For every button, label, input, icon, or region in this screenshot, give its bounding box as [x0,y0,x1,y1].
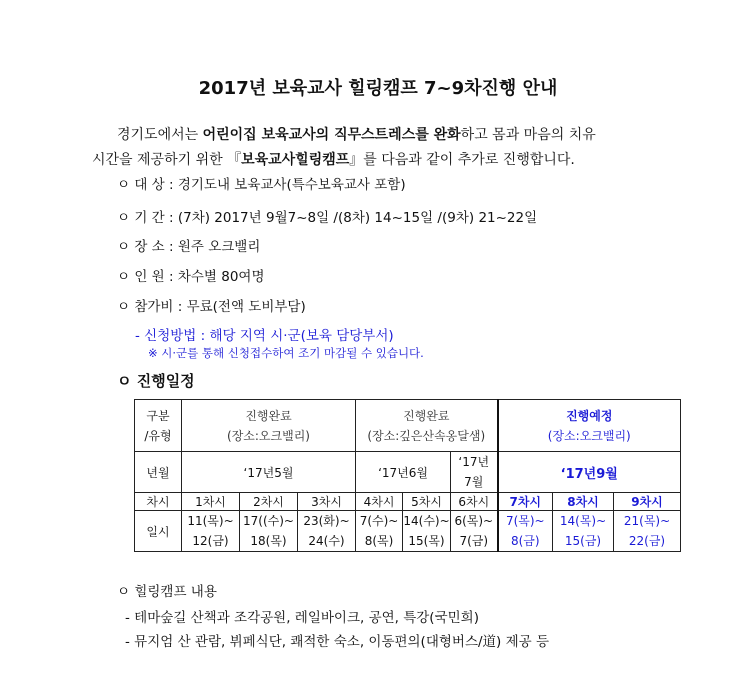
month-label-cell: 년월 [135,452,182,493]
date-cell [614,511,681,552]
group-place: (장소:오크밸리) [547,428,631,443]
intro-text: 』를 다음과 같이 추가로 진행합니다. [349,152,575,168]
date-start: 23(화)~ [303,514,350,528]
group2-header [356,400,498,452]
info-headcount: ㅇ 인 원 : 차수별 80여명 [117,269,265,285]
month-cell: ‘17년6월 [356,452,451,493]
date-cell [240,511,298,552]
date-cell [553,511,614,552]
round-cell: 3차시 [298,493,356,511]
info-location: ㅇ 장 소 : 원주 오크밸리 [117,239,261,255]
date-end: 8(목) [364,534,394,548]
date-end: 24(수) [308,534,345,548]
date-label-cell: 일시 [135,511,182,552]
intro-emphasis: 보육교사힐링캠프 [241,152,350,168]
page-title: 2017년 보육교사 힐링캠프 7~9차진행 안내 [198,78,558,99]
intro-text: 시간을 제공하기 위한 『 [92,152,242,168]
group-place: (장소:오크밸리) [227,428,310,443]
date-end: 7(금) [459,534,489,548]
date-end: 18(목) [250,534,287,548]
camp-heading: ㅇ 힐링캠프 내용 [117,584,217,600]
info-period: ㅇ 기 간 : (7차) 2017년 9월7~8일 /(8차) 14~15일 /(9차) 21~22일 [117,210,538,226]
date-end: 15(목) [408,534,445,548]
round-cell: 6차시 [451,493,498,511]
intro-emphasis: 어린이집 보육교사의 직무스트레스를 완화 [202,127,461,143]
group1-header [182,400,356,452]
date-start: 7(목)~ [505,514,545,528]
month-line: 7월 [464,475,484,489]
intro-text: 경기도에서는 [117,127,203,143]
round-cell: 4차시 [356,493,403,511]
round-cell: 9차시 [614,493,681,511]
round-cell: 5차시 [403,493,451,511]
date-start: 14(수)~ [403,514,450,528]
date-start: 6(목)~ [454,514,494,528]
intro-line-2 [92,149,575,169]
group-status: 진행예정 [566,408,613,423]
camp-item: - 뮤지엄 산 관람, 뷔페식단, 쾌적한 숙소, 이동편의(대형버스/道) 제공 등 [125,634,550,650]
group-status: 진행완료 [245,408,292,423]
round-cell: 1차시 [182,493,240,511]
date-cell [403,511,451,552]
group3-header [498,400,681,452]
date-end: 8(금) [510,534,540,548]
date-cell [182,511,240,552]
camp-item: - 테마숲길 산책과 조각공원, 레일바이크, 공연, 특강(국민희) [125,610,479,626]
round-cell: 8차시 [553,493,614,511]
apply-method: - 신청방법 : 해당 지역 시·군(보육 담당부서) [135,328,394,344]
date-cell [356,511,403,552]
round-cell: 2차시 [240,493,298,511]
group-status: 진행완료 [403,408,450,423]
date-end: 12(금) [192,534,229,548]
date-cell [451,511,498,552]
info-target: ㅇ 대 상 : 경기도내 보육교사(특수보육교사 포함) [117,177,406,193]
date-cell [298,511,356,552]
apply-note: ※ 시·군를 통해 신청접수하여 조기 마감될 수 있습니다. [148,346,424,360]
date-cell [498,511,553,552]
schedule-heading: ㅇ 진행일정 [117,372,195,390]
month-cell [451,452,498,493]
date-start: 17((수)~ [243,514,294,528]
table-corner-cell [135,400,182,452]
date-start: 21(목)~ [623,514,671,528]
corner-label: /유형 [144,428,172,443]
intro-text: 하고 몸과 마음의 치유 [460,127,596,143]
intro-line-1 [117,124,596,144]
month-cell: ‘17년9월 [498,452,681,493]
date-end: 22(금) [628,534,666,548]
month-cell: ‘17년5월 [182,452,356,493]
round-label-cell: 차시 [135,493,182,511]
date-end: 15(금) [564,534,602,548]
group-place: (장소:깊은산속옹달샘) [367,428,486,443]
month-line: ‘17년 [458,455,490,469]
date-start: 14(목)~ [559,514,607,528]
date-start: 7(수)~ [359,514,399,528]
info-fee: ㅇ 참가비 : 무료(전액 도비부담) [117,299,306,315]
schedule-table [134,399,681,552]
corner-label: 구분 [146,408,170,423]
round-cell: 7차시 [498,493,553,511]
date-start: 11(목)~ [187,514,234,528]
